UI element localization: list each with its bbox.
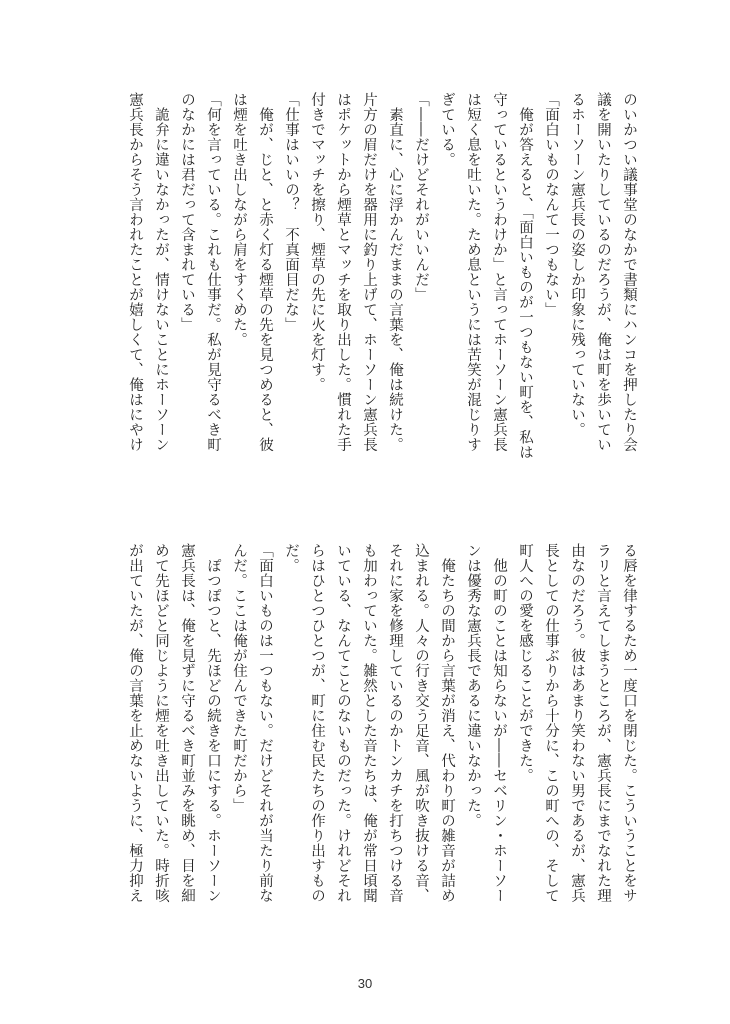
- page-number: 30: [357, 976, 373, 991]
- text-line: んだ。ここは俺が住んできた町だから」: [231, 543, 247, 813]
- text-line: 憲兵長からそう言われたことが嬉しくて、俺はにやけ: [127, 92, 143, 452]
- text-line: 長としての仕事ぶりから十分に、この町への、そして: [543, 543, 559, 903]
- text-line: 俺たちの間から言葉が消え、代わり町の雑音が詰め: [439, 543, 455, 903]
- text-line: ぎている。: [439, 92, 455, 167]
- text-line: だ。: [283, 543, 299, 573]
- text-line: 他の町のことは知らないが――セベリン・ホーソー: [491, 543, 507, 903]
- text-line: 議を開いたりしているのだろうが、俺は町を歩いてい: [595, 92, 611, 452]
- text-line: はポケットから煙草とマッチを取り出した。慣れた手: [335, 92, 351, 452]
- text-line: 町人への愛を感じることができた。: [517, 543, 533, 783]
- text-line: 守っているというわけか」と言ってホーソーン憲兵長: [491, 92, 507, 452]
- text-line: が出ていたが、俺の言葉を止めないように、極力抑え: [127, 543, 143, 903]
- text-line: 「仕事はいいの？ 不真面目だな」: [283, 92, 299, 332]
- text-line: それに家を修理しているのかトンカチを打ちつける音: [387, 543, 403, 903]
- text-line: 「何を言っている。これも仕事だ。私が見守るべき町: [205, 92, 221, 452]
- text-line: 由なのだろう。彼はあまり笑わない男であるが、憲兵: [569, 543, 585, 903]
- text-line: は短く息を吐いた。ため息というには苦笑が混じりす: [465, 92, 481, 452]
- text-line: 俺が答えると、「面白いものが一つもない町を、私は: [517, 92, 533, 460]
- text-block-bottom: [122, 543, 642, 915]
- text-line: 片方の眉だけを器用に釣り上げて、ホーソーン憲兵長: [361, 92, 377, 452]
- text-line: 付きでマッチを擦り、煙草の先に火を灯す。: [309, 92, 325, 392]
- text-line: 「面白いものなんて一つもない」: [543, 92, 559, 317]
- text-line: 「――だけどそれがいいんだ」: [413, 92, 429, 302]
- text-line: らはひとつひとつが、町に住む民たちの作り出すもの: [309, 543, 325, 903]
- text-line: 俺が、じと、と赤く灯る煙草の先を見つめると、彼: [257, 92, 273, 452]
- text-line: のいかつい議事堂のなかで書類にハンコを押したり会: [621, 92, 637, 452]
- text-line: は煙を吐き出しながら肩をすくめた。: [231, 92, 247, 347]
- text-line: ラリと言えてしまうところが、憲兵長にまでなれた理: [595, 543, 611, 903]
- text-line: 素直に、心に浮かんだままの言葉を、俺は続けた。: [387, 92, 403, 452]
- text-line: ンは優秀な憲兵長であるに違いなかった。: [465, 543, 481, 828]
- text-line: のなかには君だって含まれている」: [179, 92, 195, 332]
- text-line: 憲兵長は、俺を見ずに守るべき町並みを眺め、目を細: [179, 543, 195, 903]
- text-line: 詭弁に違いなかったが、情けないことにホーソーン: [153, 92, 169, 452]
- text-line: 「面白いものは一つもない。だけどそれが当たり前な: [257, 543, 273, 903]
- text-block-top: [122, 92, 642, 464]
- text-line: るホーソーン憲兵長の姿しか印象に残っていない。: [569, 92, 585, 437]
- text-line: めて先ほどと同じように煙を吐き出していた。時折咳: [153, 543, 169, 903]
- text-line: も加わっていた。雑然とした音たちは、俺が常日頃聞: [361, 543, 377, 903]
- text-line: る唇を律するため一度口を閉じた。こういうことをサ: [621, 543, 637, 903]
- text-line: いている、なんてことのないものだった。けれどそれ: [335, 543, 351, 903]
- text-line: 込まれる。人々の行き交う足音、風が吹き抜ける音、: [413, 543, 429, 903]
- text-line: ぽつぽつと、先ほどの続きを口にする。ホーソーン: [205, 543, 221, 903]
